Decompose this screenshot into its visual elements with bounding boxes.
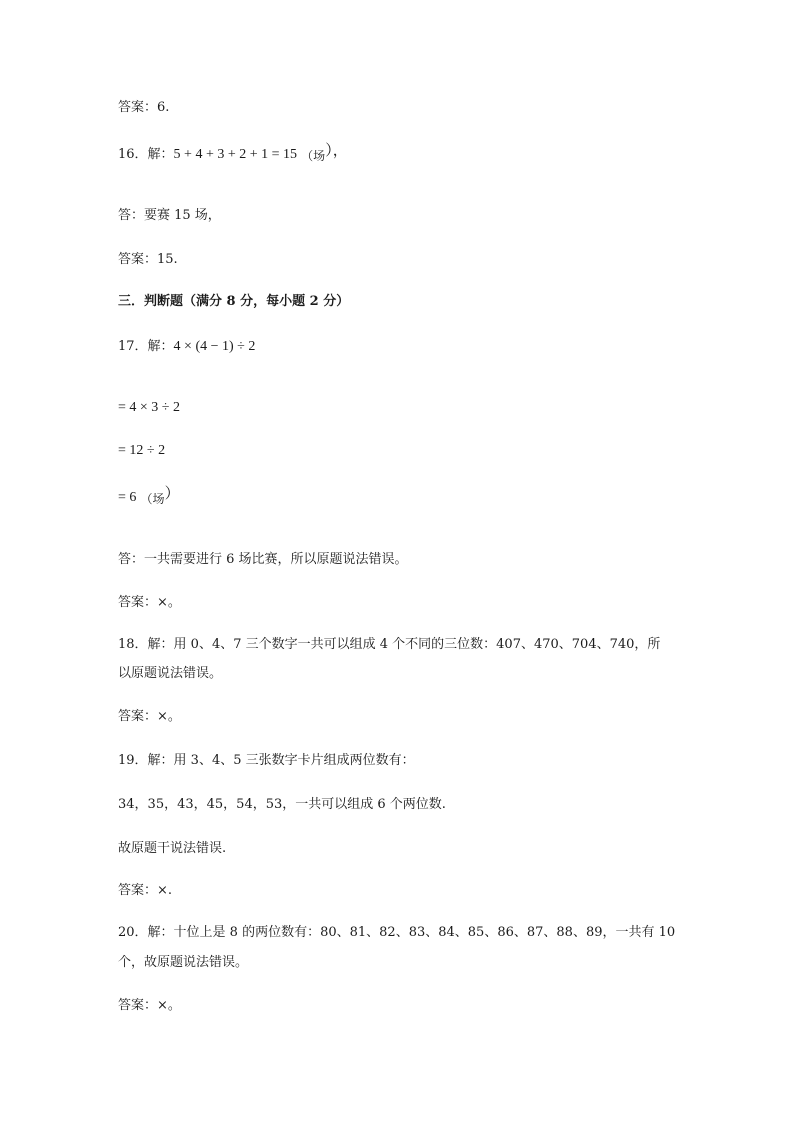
- q19-line-2: 34，35，43，45，54，53，一共可以组成 6 个两位数.: [118, 797, 446, 812]
- q17-expression: 4 × (4 − 1) ÷ 2: [173, 339, 256, 354]
- q16-answer: 答：要赛 15 场，: [118, 208, 221, 223]
- answer-20: 答案：×。: [118, 998, 181, 1013]
- q20-line-2: 个，故原题说法错误。: [118, 955, 249, 970]
- answer-15: 答案：6.: [118, 100, 170, 115]
- q18-line-2: 以原题说法错误。: [118, 666, 223, 681]
- q16-expression: 5 + 4 + 3 + 2 + 1 = 15: [173, 147, 298, 162]
- q19-line-1: 19．解：用 3、4、5 三张数字卡片组成两位数有：: [118, 753, 415, 768]
- section-heading: 三．判断题（满分 8 分，每小题 2 分）: [118, 294, 350, 309]
- q17-close: ）: [164, 484, 180, 502]
- answer-17: 答案：×。: [118, 595, 181, 610]
- q17-unit: （场: [140, 492, 165, 506]
- q16-close: ），: [325, 141, 348, 159]
- q17-solution: [118, 337, 255, 357]
- q17-step-2: = 12 ÷ 2: [118, 443, 166, 458]
- q17-step-1: = 4 × 3 ÷ 2: [118, 400, 180, 415]
- q20-line-1: 20．解：十位上是 8 的两位数有：80、81、82、83、84、85、86、87、88、89，一共有 10: [118, 925, 676, 940]
- answer-18: 答案：×。: [118, 709, 181, 724]
- q17-result: = 6: [118, 490, 137, 505]
- q17-step-3: [118, 486, 180, 508]
- q19-line-3: 故原题干说法错误.: [118, 841, 227, 856]
- q16-solution: [118, 143, 348, 165]
- q17-label: 17．解：: [118, 339, 174, 354]
- q16-unit: （场: [301, 149, 326, 163]
- q16-label: 16．解：: [118, 147, 174, 162]
- q18-line-1: 18．解：用 0、4、7 三个数字一共可以组成 4 个不同的三位数：407、470、704、740，所: [118, 637, 661, 652]
- answer-16: 答案：15.: [118, 252, 178, 267]
- q17-answer: 答：一共需要进行 6 场比赛，所以原题说法错误。: [118, 552, 408, 567]
- answer-19: 答案：×.: [118, 883, 173, 898]
